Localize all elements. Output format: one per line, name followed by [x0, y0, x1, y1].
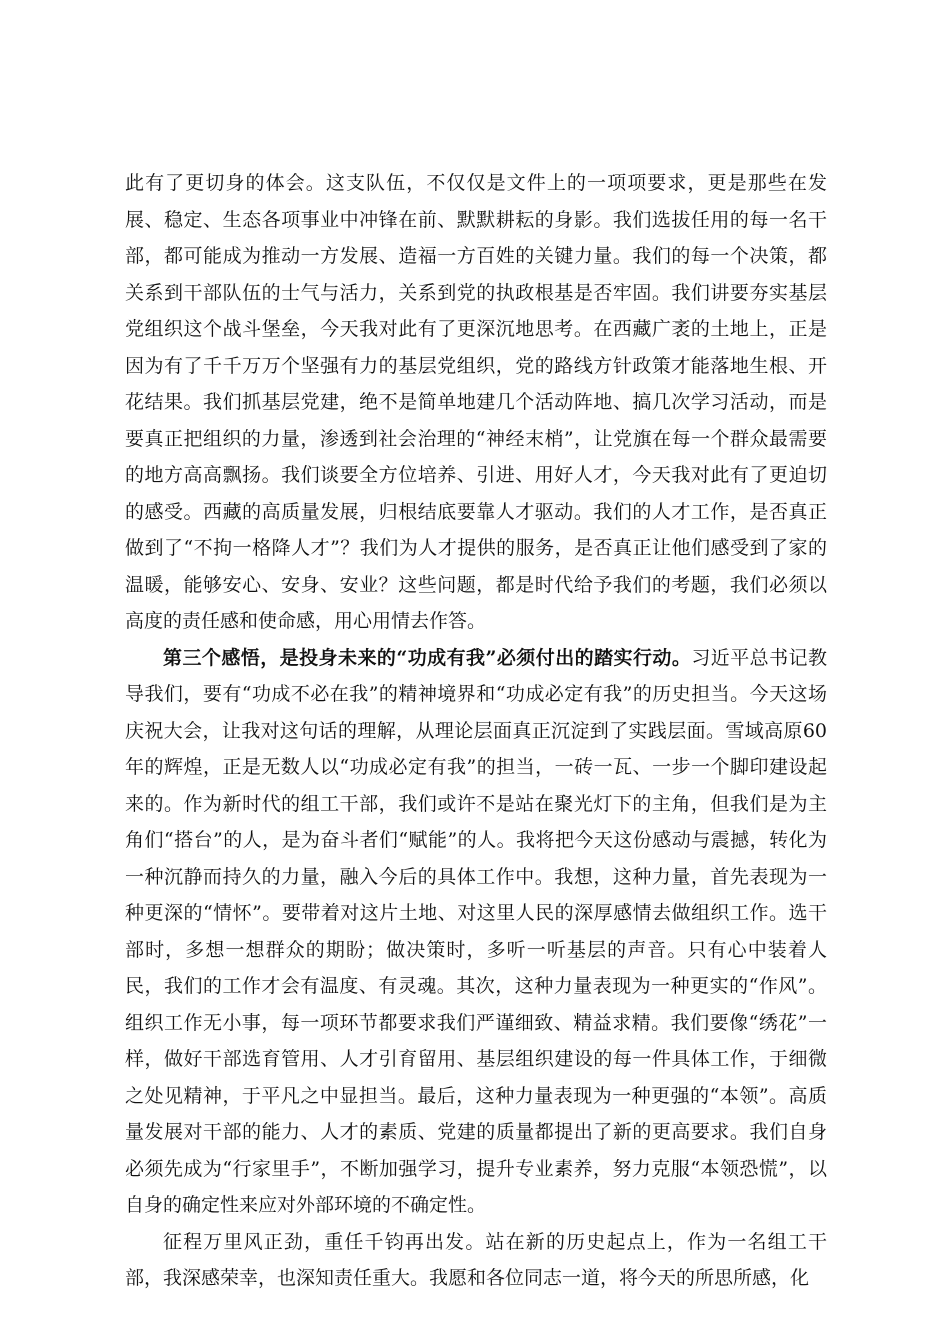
paragraph-closing [125, 1224, 827, 1297]
paragraph-text: 此有了更切身的体会。这支队伍，不仅仅是文件上的一项项要求，更是那些在发展、稳定、生态各项事业中冲锋在前、默默耕耘的身影。我们选拔任用的每一名干部，都可能成为推动一方发展、造福一方百姓的关键力量。我们的每一个决策，都关系到干部队伍的士气与活力，关系到党的执政根基是否牢固。我们讲要夯实基层党组织这个战斗堡垒，今天我对此有了更深沉地思考。在西藏广袤的土地上，正是因为有了千千万万个坚强有力的基层党组织，党的路线方针政策才能落地生根、开花结果。我们抓基层党建，绝不是简单地建几个活动阵地、搞几次学习活动，而是要真正把组织的力量，渗透到社会治理的“神经末梢”，让党旗在每一个群众最需要的地方高高飘扬。我们谈要全方位培养、引进、用好人才，今天我对此有了更迫切的感受。西藏的高质量发展，归根结底要靠人才驱动。我们的人才工作，是否真正做到了“不拘一格降人才”？我们为人才提供的服务，是否真正让他们感受到了家的温暖，能够安心、安身、安业？这些问题，都是时代给予我们的考题，我们必须以高度的责任感和使命感，用心用情去作答。 [125, 172, 827, 632]
paragraph-third-insight [125, 640, 827, 1224]
paragraph-text: 习近平总书记教导我们，要有“功成不必在我”的精神境界和“功成必定有我”的历史担当。今天这场庆祝大会，让我对这句话的理解，从理论层面真正沉淀到了实践层面。雪域高原60年的辉煌，正是无数人以“功成必定有我”的担当，一砖一瓦、一步一个脚印建设起来的。作为新时代的组工干部，我们或许不是站在聚光灯下的主角，但我们是为主角们“搭台”的人，是为奋斗者们“赋能”的人。我将把今天这份感动与震撼，转化为一种沉静而持久的力量，融入今后的具体工作中。我想，这种力量，首先表现为一种更深的“情怀”。要带着对这片土地、对这里人民的深厚感情去做组织工作。选干部时，多想一想群众的期盼；做决策时，多听一听基层的声音。只有心中装着人民，我们的工作才会有温度、有灵魂。其次，这种力量表现为一种更实的“作风”。组织工作无小事，每一项环节都要求我们严谨细致、精益求精。我们要像“绣花”一样，做好干部选育管用、人才引育留用、基层组织建设的每一件具体工作，于细微之处见精神，于平凡之中显担当。最后，这种力量表现为一种更强的“本领”。高质量发展对干部的能力、人才的素质、党建的质量都提出了新的更高要求。我们自身必须先成为“行家里手”，不断加强学习，提升专业素养，努力克服“本领恐慌”，以自身的确定性来应对外部环境的不确定性。 [125, 646, 827, 1216]
document-body [125, 165, 827, 1297]
paragraph-continuation [125, 165, 827, 640]
paragraph-text: 征程万里风正劲，重任千钧再出发。站在新的历史起点上，作为一名组工干部，我深感荣幸，也深知责任重大。我愿和各位同志一道，将今天的所思所感，化 [125, 1230, 827, 1289]
paragraph-lead-bold: 第三个感悟，是投身未来的“功成有我”必须付出的踏实行动。 [163, 646, 692, 669]
